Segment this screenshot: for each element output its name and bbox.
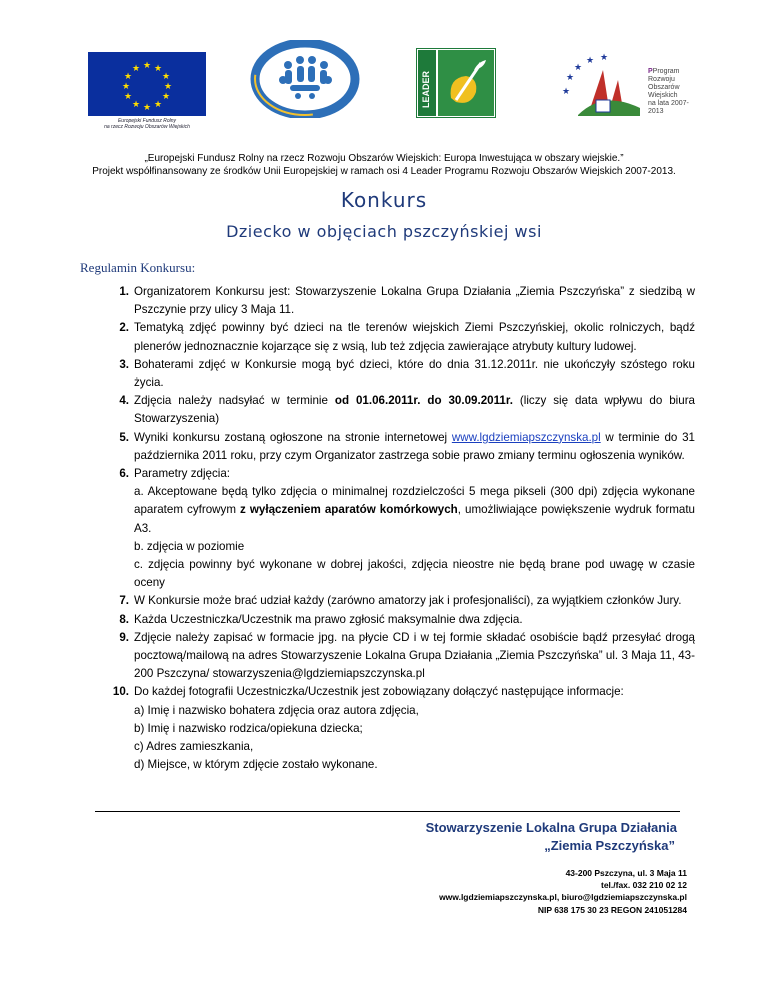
footer-org-subname: [0, 838, 677, 853]
rule-number: 2.: [119, 321, 129, 335]
rule-subitem-a: [134, 483, 695, 538]
rule-text: [134, 429, 695, 465]
svg-text:★: ★: [123, 71, 133, 81]
eu-caption: [88, 118, 206, 130]
rule-item: [103, 392, 695, 428]
rule-item: [103, 683, 695, 774]
rule-text-part: (liczy się data wpływu do biura Stowarzyszenia): [134, 394, 696, 426]
eu-caption-line1: Europejski Fundusz Rolny: [117, 118, 177, 124]
svg-text:★: ★: [131, 99, 141, 109]
svg-text:★: ★: [562, 86, 571, 96]
rule-text: Tematyką zdjęć powinny być dzieci na tle terenów wiejskich Ziemi Pszczyńskiej, okolic rolniczych, bądź plenerów jednoznacznie kojarzące się z wsią, lub też zdjęcia zawierające atrybuty kultury ludowej.: [134, 321, 695, 353]
rule-item: [103, 611, 695, 629]
rule-number: 5.: [119, 430, 129, 444]
rule-subitem-b: b. zdjęcia w poziomie: [134, 539, 245, 553]
rule-item: [103, 429, 695, 465]
page-subtitle: Dziecko w objęciach pszczyńskiej wsi: [226, 222, 542, 241]
rule-number: 10.: [112, 685, 129, 699]
svg-text:★: ★: [153, 99, 163, 109]
website-link[interactable]: www.lgdziemiapszczynska.pl: [451, 430, 601, 444]
eu-caption-line2: na rzecz Rozwoju Obszarów Wiejskich: [104, 124, 190, 130]
svg-text:★: ★: [161, 91, 171, 101]
rule-heading: Parametry zdjęcia:: [134, 467, 231, 481]
footer-org-name: Stowarzyszenie Lokalna Grupa Działania: [425, 820, 677, 835]
svg-text:★: ★: [131, 63, 141, 73]
rule-number: 1.: [119, 285, 129, 298]
leader-logo: [416, 48, 496, 118]
eu-flag-logo: [88, 52, 206, 132]
footer-address: 43-200 Pszczyna, ul. 3 Maja 11: [565, 868, 687, 878]
prow-line5: na lata 2007-2013: [648, 100, 689, 115]
svg-text:★: ★: [123, 91, 133, 101]
rule-item: [103, 283, 695, 319]
footer-org-subname-text: „Ziemia Pszczyńska”: [544, 838, 675, 853]
svg-text:★: ★: [600, 52, 609, 62]
prow-emblem-icon: [558, 50, 648, 122]
eu-flag-icon: [88, 52, 206, 116]
svg-text:LEADER: LEADER: [421, 70, 431, 108]
rule-text: Każda Uczestniczka/Uczestnik ma prawo zgłosić maksymalnie dwa zdjęcia.: [134, 612, 523, 626]
rule-item: [103, 629, 695, 684]
rule-number: 4.: [119, 394, 129, 408]
svg-text:★: ★: [566, 72, 575, 82]
svg-text:★: ★: [163, 81, 173, 91]
page-title: Konkurs: [340, 188, 428, 212]
rule-text: W Konkursie może brać udział każdy (zarówno amatorzy jak i profesjonaliści), za wyjątkiem członków Jury.: [134, 594, 682, 608]
rule-item: [103, 592, 695, 610]
prow-line2: Rozwoju: [648, 76, 675, 83]
footer-phone: tel./fax. 032 210 02 12: [600, 880, 687, 891]
rule-text-part: Wyniki konkursu zostaną ogłoszone na stronie internetowej: [134, 430, 452, 444]
rule-text: Organizatorem Konkursu jest: Stowarzyszenie Lokalna Grupa Działania „Ziemia Pszczyńska” z siedzibą w Pszczynie przy ulicy 3 Maja 11.: [134, 285, 695, 317]
svg-text:★: ★: [153, 63, 163, 73]
rules-list: [103, 283, 695, 774]
rule-text: Bohaterami zdjęć w Konkursie mogą być dzieci, które do dnia 31.12.2011r. nie ukończyły szóstego roku życia.: [134, 357, 695, 390]
rule-text: [134, 392, 695, 428]
rule-subitem: c) Adres zamieszkania,: [134, 740, 254, 754]
intro-line1: „Europejski Fundusz Rolny na rzecz Rozwoju Obszarów Wiejskich: Europa Inwestująca w obszary wiejskie.”: [144, 153, 624, 164]
svg-text:★: ★: [586, 55, 595, 65]
rule-text: Zdjęcie należy zapisać w formacie jpg. na płycie CD i w tej formie składać osobiście bądź przesyłać drogą pocztową/mailową na adres Stowarzyszenie Lokalna Grupa Działania „Ziemia Pszczyńska” ul. 3 Maja 11, 43- 200 Pszczyna/ stowarzyszenia@lgdziemiapszczynska.pl: [134, 630, 695, 681]
footer-nip-regon: NIP 638 175 30 23 REGON 241051284: [537, 904, 687, 915]
rule-number: 6.: [119, 467, 129, 481]
rule-number: 9.: [119, 630, 129, 644]
rule-bold-part: z wyłączeniem aparatów komórkowych: [240, 503, 458, 517]
intro-line2: Projekt współfinansowany ze środków Unii Europejskiej w ramach osi 4 Leader Programu Rozwoju Obszarów Wiejskich 2007-2013.: [92, 166, 676, 177]
rule-subitem: d) Miejsce, w którym zdjęcie zostało wykonane.: [134, 758, 378, 772]
svg-text:★: ★: [161, 71, 171, 81]
footer-divider: [95, 811, 680, 812]
prow-line3: Obszarów: [648, 84, 680, 91]
rule-heading: Do każdej fotografii Uczestniczka/Uczestnik jest zobowiązany dołączyć następujące informacje:: [134, 685, 624, 699]
rule-item: [103, 465, 695, 592]
rule-text-part: w terminie do 31 października 2011 roku, przy czym Organizator zastrzega sobie prawo zmiany terminu ogłoszenia wyników.: [134, 430, 695, 462]
prow-logo: [558, 50, 698, 122]
footer-web-email: www.lgdziemiapszczynska.pl, biuro@lgdziemiapszczynska.pl: [439, 892, 687, 903]
svg-text:★: ★: [142, 60, 152, 70]
prow-line4: Wiejskich: [648, 92, 678, 99]
rule-subitem: b) Imię i nazwisko rodzica/opiekuna dziecka;: [134, 721, 363, 735]
rule-subitem-c: c. zdjęcia powinny być wykonane w dobrej jakości, zdjęcia nieostre nie będą brane pod uwagę w czasie oceny: [134, 558, 695, 590]
rule-item: [103, 319, 695, 355]
rule-item: [103, 356, 695, 392]
svg-text:★: ★: [142, 102, 152, 112]
prow-text: [648, 68, 698, 116]
rule-text-part: a. Akceptowane będą tylko zdjęcia o minimalnej rozdzielczości 5 mega pikseli (300 dpi) zdjęcia wykonane aparatem cyfrowym: [134, 485, 695, 517]
rule-number: 8.: [119, 612, 129, 626]
rule-text-part: , umożliwiające powiększenie wydruk formatu A3.: [134, 503, 696, 535]
footer-contact: [439, 867, 687, 916]
lgd-logo: [250, 40, 360, 118]
prow-line1: PProgram: [648, 68, 680, 75]
svg-text:★: ★: [574, 62, 583, 72]
rule-text-part: Zdjęcia należy nadsyłać w terminie: [134, 394, 335, 408]
rule-number: 3.: [119, 357, 129, 371]
rule-number: 7.: [119, 594, 129, 608]
regulamin-label: Regulamin Konkursu:: [80, 260, 196, 275]
rule-subitem: a) Imię i nazwisko bohatera zdjęcia oraz autora zdjęcia,: [134, 703, 419, 717]
rule-deadline: od 01.06.2011r. do 30.09.2011r.: [334, 394, 513, 408]
svg-text:★: ★: [121, 81, 131, 91]
